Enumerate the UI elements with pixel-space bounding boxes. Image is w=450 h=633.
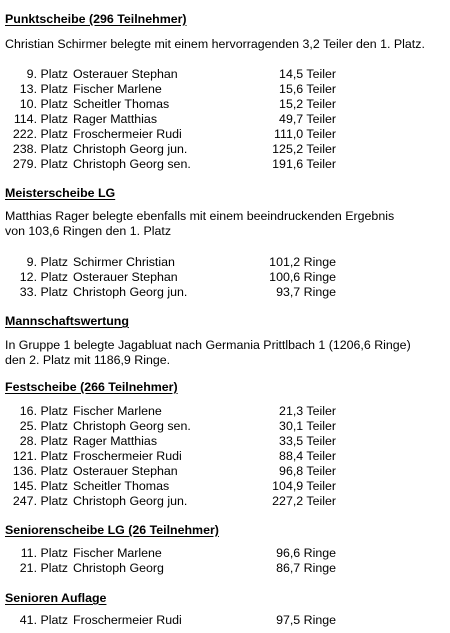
score: 21,3 Teiler <box>279 404 336 418</box>
participant-name: Fischer Marlene <box>73 404 162 418</box>
participant-name: Fischer Marlene <box>73 546 162 560</box>
participant-name: Osterauer Stephan <box>73 67 178 81</box>
participant-name: Christoph Georg jun. <box>73 285 188 299</box>
result-row <box>0 404 450 419</box>
result-row <box>0 142 450 157</box>
rank: 279. Platz <box>12 157 68 171</box>
rank: 9. Platz <box>26 67 68 81</box>
result-row <box>0 494 450 509</box>
participant-name: Rager Matthias <box>73 434 158 448</box>
participant-name: Froschermeier Rudi <box>73 127 182 141</box>
result-row <box>0 255 450 270</box>
participant-name: Christoph Georg sen. <box>73 157 191 171</box>
score: 15,6 Teiler <box>279 82 336 96</box>
result-row <box>0 434 450 449</box>
rank: 13. Platz <box>19 82 68 96</box>
score: 33,5 Teiler <box>279 434 336 448</box>
score: 101,2 Ringe <box>269 255 336 269</box>
participant-name: Christoph Georg <box>73 561 164 575</box>
score: 100,6 Ringe <box>269 270 336 284</box>
section-heading-meisterscheibe: Meisterscheibe LG <box>5 186 116 200</box>
score: 30,1 Teiler <box>279 419 336 433</box>
score: 96,6 Ringe <box>276 546 336 560</box>
score: 227,2 Teiler <box>272 494 336 508</box>
result-row <box>0 419 450 434</box>
section-heading-punktscheibe: Punktscheibe (296 Teilnehmer) <box>5 12 187 26</box>
score: 15,2 Teiler <box>279 97 336 111</box>
result-row <box>0 157 450 172</box>
participant-name: Christoph Georg jun. <box>73 142 188 156</box>
participant-name: Scheitler Thomas <box>73 479 170 493</box>
rank: 238. Platz <box>12 142 68 156</box>
result-row <box>0 479 450 494</box>
score: 49,7 Teiler <box>279 112 336 126</box>
result-row <box>0 82 450 97</box>
section-text-mannschaftswertung: In Gruppe 1 belegte Jagabluat nach Germania Prittlbach 1 (1206,6 Ringe) den 2. Platz mit 1186,9 Ringe. <box>5 338 411 367</box>
rank: 21. Platz <box>19 561 68 575</box>
result-row <box>0 449 450 464</box>
rank: 9. Platz <box>26 255 68 269</box>
score: 125,2 Teiler <box>272 142 336 156</box>
result-row <box>0 285 450 300</box>
rank: 145. Platz <box>12 479 68 493</box>
rank: 114. Platz <box>13 112 68 126</box>
result-row <box>0 270 450 285</box>
section-heading-senioren-auflage: Senioren Auflage <box>5 591 107 605</box>
rank: 11. Platz <box>20 546 68 560</box>
score: 111,0 Teiler <box>274 127 336 141</box>
rank: 121. Platz <box>12 449 68 463</box>
rank: 25. Platz <box>19 419 68 433</box>
score: 96,8 Teiler <box>279 464 336 478</box>
rank: 136. Platz <box>12 464 68 478</box>
participant-name: Scheitler Thomas <box>73 97 170 111</box>
score: 191,6 Teiler <box>272 157 336 171</box>
rank: 28. Platz <box>19 434 68 448</box>
rank: 222. Platz <box>12 127 68 141</box>
section-text-meisterscheibe: Matthias Rager belegte ebenfalls mit einem beeindruckenden Ergebnis von 103,6 Ringen den 1. Platz <box>5 209 395 238</box>
result-row <box>0 613 450 628</box>
rank: 247. Platz <box>12 494 68 508</box>
rank: 10. Platz <box>19 97 68 111</box>
section-heading-festscheibe: Festscheibe (266 Teilnehmer) <box>5 380 178 394</box>
result-row <box>0 112 450 127</box>
participant-name: Osterauer Stephan <box>73 464 178 478</box>
rank: 33. Platz <box>19 285 68 299</box>
participant-name: Osterauer Stephan <box>73 270 178 284</box>
score: 104,9 Teiler <box>272 479 336 493</box>
rank: 41. Platz <box>19 613 68 627</box>
participant-name: Fischer Marlene <box>73 82 162 96</box>
participant-name: Christoph Georg jun. <box>73 494 188 508</box>
score: 97,5 Ringe <box>276 613 336 627</box>
participant-name: Froschermeier Rudi <box>73 449 182 463</box>
section-text-punktscheibe: Christian Schirmer belegte mit einem hervorragenden 3,2 Teiler den 1. Platz. <box>5 37 425 51</box>
score: 88,4 Teiler <box>279 449 336 463</box>
result-row <box>0 67 450 82</box>
score: 93,7 Ringe <box>276 285 336 299</box>
participant-name: Christoph Georg sen. <box>73 419 191 433</box>
result-row <box>0 127 450 142</box>
section-heading-mannschaftswertung: Mannschaftswertung <box>5 314 129 328</box>
rank: 16. Platz <box>19 404 68 418</box>
participant-name: Froschermeier Rudi <box>73 613 182 627</box>
score: 14,5 Teiler <box>279 67 336 81</box>
result-row <box>0 97 450 112</box>
rank: 12. Platz <box>19 270 68 284</box>
participant-name: Rager Matthias <box>73 112 158 126</box>
participant-name: Schirmer Christian <box>73 255 175 269</box>
section-heading-seniorenscheibe: Seniorenscheibe LG (26 Teilnehmer) <box>5 523 219 537</box>
result-row <box>0 561 450 576</box>
result-row <box>0 546 450 561</box>
score: 86,7 Ringe <box>276 561 336 575</box>
result-row <box>0 464 450 479</box>
